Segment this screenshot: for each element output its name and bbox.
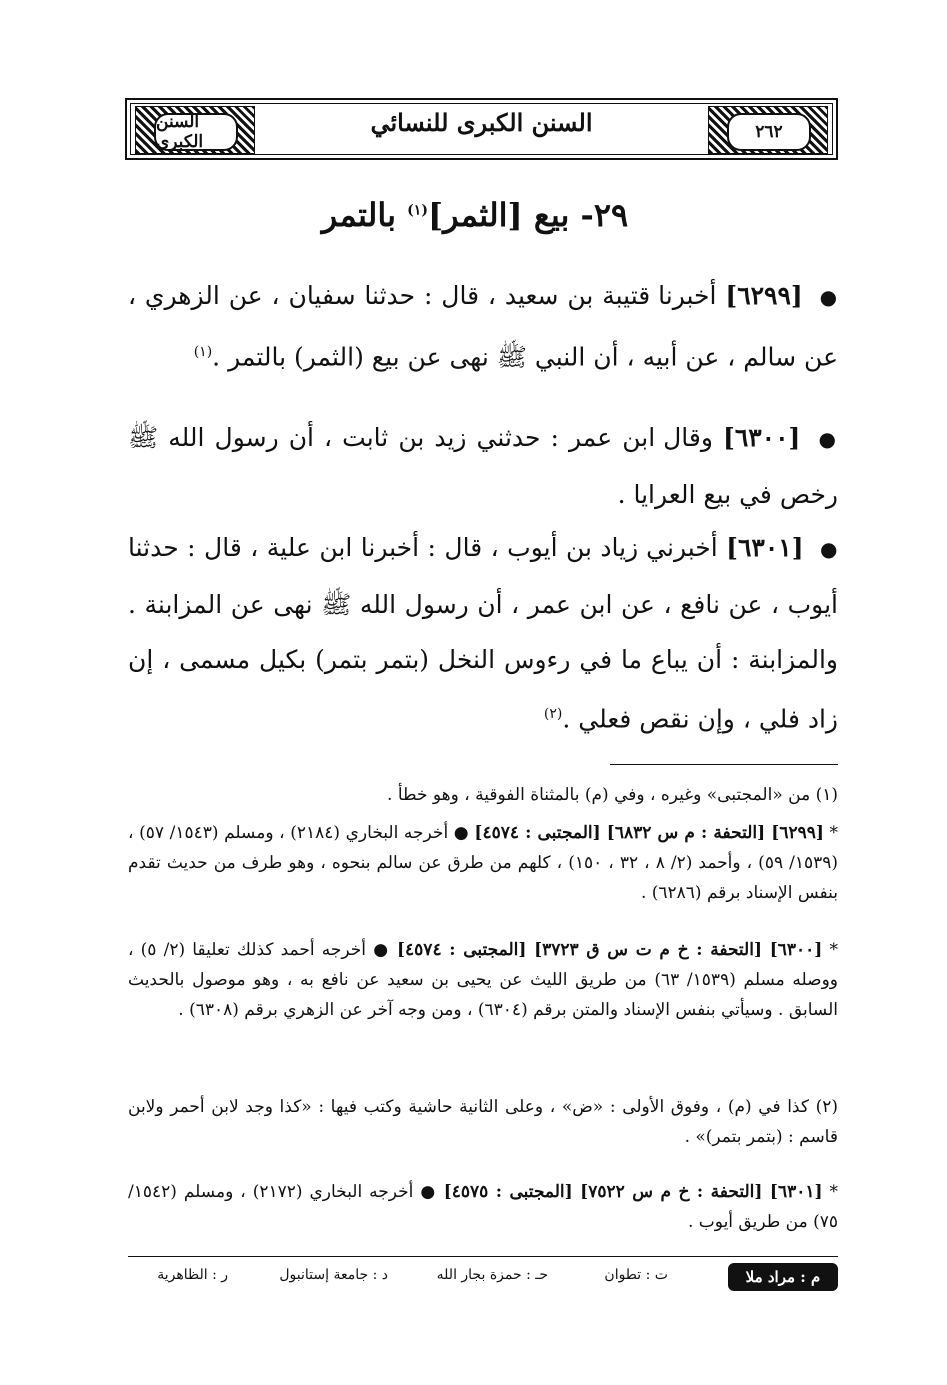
footnote-6299 [128, 818, 838, 908]
footnote-text: ● أخرجه أحمد كذلك تعليقا (٢/ ٥) ، ووصله مسلم (١٥٣٩/ ٦٣) من طريق الليث عن يحيى بن سعيد عن نافع به ، وهو موصول بالحديث السابق . وسيأتي بنفس الإسناد والمتن برقم (٦٣٠٤) ، ومن وجه آخر عن الزهري برقم (٦٣٠٨) . [128, 940, 839, 1020]
page-number: ٢٦٢ [727, 113, 811, 151]
footnote-text: كذا في (م) ، وفوق الأولى : «ض» ، وعلى الثانية حاشية وكتب فيها : «كذا وجد لابن أحمر ولابن قاسم : (بتمر بتمر)» . [128, 1097, 838, 1147]
chapter-title: بيع [الثمر] [427, 196, 570, 234]
footnote-6300 [128, 935, 838, 1025]
bullet-icon: ● [818, 427, 839, 451]
footnote-mark: (١) [193, 344, 213, 360]
footnote-prefix: (٢) [815, 1097, 838, 1117]
hadith-number: [٦٣٠٠] [722, 423, 801, 452]
footnote-text: من «المجتبى» وغيره ، وفي (م) بالمثناة الفوقية ، وهو خطأ . [387, 785, 811, 805]
footnote-text: ● أخرجه البخاري (٢١٧٢) ، ومسلم (١٥٤٢/ ٧٥) من طريق أيوب . [128, 1182, 838, 1232]
hadith-text: وقال ابن عمر : حدثني زيد بن ثابت ، أن رسول الله ﷺ رخص في بيع العرايا . [128, 423, 838, 509]
footnote-prefix: (١) [815, 785, 838, 805]
manuscript-d: د : جامعة إستانبول [279, 1267, 388, 1283]
hadith-number: [٦٣٠١] [726, 533, 804, 562]
chapter-title-tail: بالتمر [321, 196, 397, 234]
hadith-number: [٦٢٩٩] [725, 281, 803, 310]
bullet-icon: ● [820, 537, 838, 561]
hadith-6301 [128, 520, 838, 746]
hadith-text: أخبرنا قتيبة بن سعيد ، قال : حدثنا سفيان ، عن الزهري ، عن سالم ، عن أبيه ، أن النبي ﷺ نهى عن بيع (الثمر) بالتمر . [128, 281, 838, 372]
chapter-number: ٢٩- [580, 196, 629, 234]
bullet-icon: ● [819, 285, 838, 309]
footnote-1 [128, 780, 838, 810]
footnote-6301 [128, 1177, 838, 1237]
manuscript-r: ر : الظاهرية [157, 1267, 228, 1283]
page-header [125, 98, 838, 160]
footnote-ref: [٦٢٩٩] [التحفة : م س ٦٨٣٢] [المجتبى : ٤٥٧٤] [474, 823, 824, 843]
manuscript-t: ت : تطوان [604, 1267, 668, 1283]
chapter-footnote-mark: (١) [407, 202, 428, 219]
hadith-6300 [128, 410, 838, 522]
footnote-prefix: * [829, 823, 839, 843]
footnote-mark: (٢) [543, 706, 563, 722]
manuscript-h: حـ : حمزة بجار الله [436, 1267, 548, 1283]
footnote-text: ● أخرجه البخاري (٢١٨٤) ، ومسلم (١٥٤٣/ ٥٧) ، (١٥٣٩/ ٥٩) ، وأحمد (٢/ ٨ ، ٣٢ ، ١٥٠) ، كلهم من طرق عن سالم بنحوه ، وهو طرف من حديث تقدم بنفس الإسناد برقم (٦٢٨٦) . [128, 823, 839, 903]
logo-ornament [135, 106, 255, 154]
footnote-ref: [٦٣٠١] [التحفة : خ م س ٧٥٢٢] [المجتبى : ٤٥٧٥] [443, 1182, 823, 1202]
footnote-ref: [٦٣٠٠] [التحفة : خ م ت س ق ٣٧٢٣] [المجتبى : ٤٥٧٤] [397, 940, 823, 960]
manuscript-badge: م : مراد ملا [728, 1263, 838, 1291]
chapter-heading [150, 196, 800, 234]
footnote-separator [610, 764, 838, 765]
book-title: السنن الكبرى للنسائي [370, 108, 593, 137]
page-number-ornament [708, 106, 828, 154]
hadith-text: أخبرني زياد بن أيوب ، قال : أخبرنا ابن علية ، قال : حدثنا أيوب ، عن نافع ، عن ابن عمر ، أن رسول الله ﷺ نهى عن المزابنة . والمزابنة : أن يباع ما في رءوس النخل (بتمر بتمر) بكيل مسمى ، إن زاد فلي ، وإن نقص فعلي . [128, 533, 838, 734]
footnote-prefix: * [829, 1182, 838, 1202]
footer-separator [128, 1256, 838, 1257]
footnote-2 [128, 1092, 838, 1152]
hadith-6299 [128, 268, 838, 384]
manuscript-key [128, 1263, 838, 1293]
footnote-prefix: * [829, 940, 839, 960]
book-logo: السنن الكبرى [154, 113, 238, 151]
